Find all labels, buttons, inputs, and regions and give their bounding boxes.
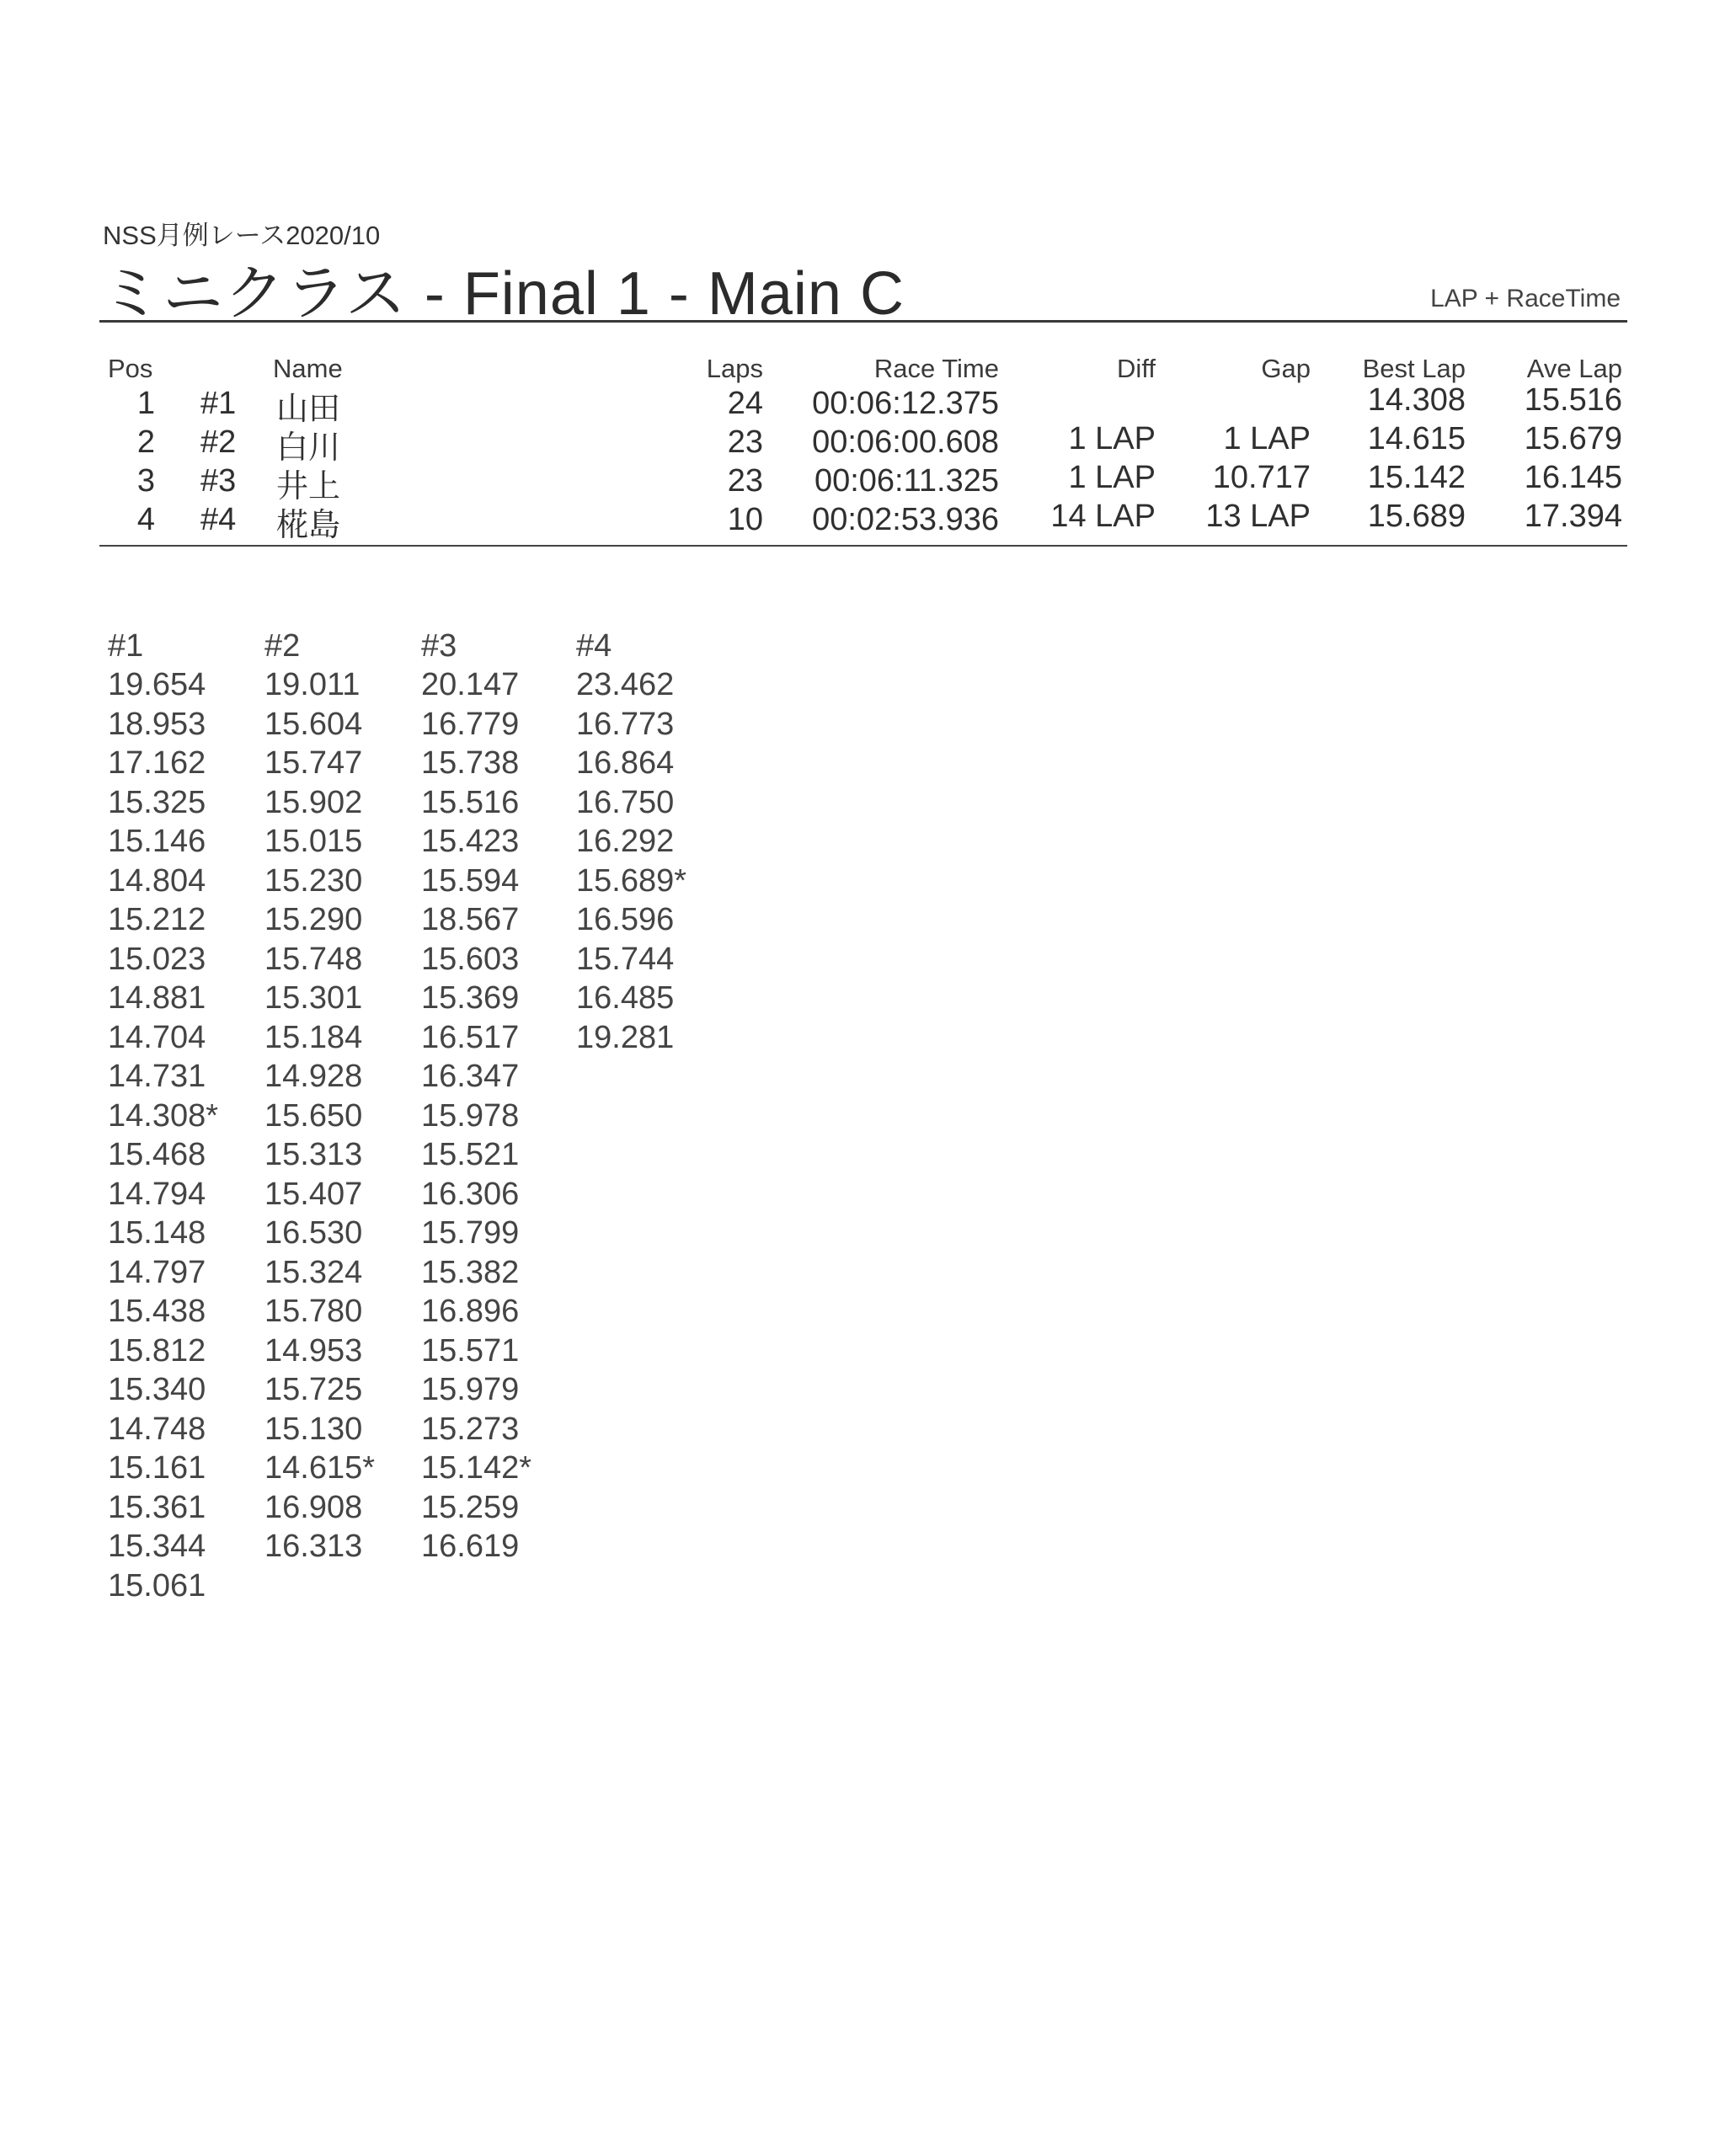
lap-time: 14.797 <box>108 1254 206 1290</box>
result-car-number: #1 <box>200 386 237 421</box>
lap-time: 14.731 <box>108 1059 206 1094</box>
lap-time: 15.748 <box>264 941 363 977</box>
lap-time: 15.142* <box>421 1450 532 1486</box>
lap-time: 16.313 <box>264 1529 363 1564</box>
lap-time: 14.308* <box>108 1097 219 1134</box>
lap-time: 16.908 <box>264 1489 363 1525</box>
lap-time: 16.517 <box>421 1019 520 1055</box>
result-best-lap: 15.142 <box>1367 460 1466 495</box>
result-ave-lap: 16.145 <box>1524 460 1622 495</box>
page-title: ミニクラス - Final 1 - Main C <box>101 260 905 328</box>
header-divider <box>99 320 1627 323</box>
lap-time: 20.147 <box>421 667 520 702</box>
lap-column-header: #3 <box>421 628 457 664</box>
result-diff: 1 LAP <box>1068 460 1156 495</box>
lap-time: 15.325 <box>108 784 206 820</box>
lap-time: 15.744 <box>576 941 675 977</box>
result-driver-name: 白川 <box>276 430 341 466</box>
result-best-lap: 14.615 <box>1367 421 1466 456</box>
lap-time: 15.407 <box>264 1176 363 1212</box>
lap-time: 16.864 <box>576 745 675 781</box>
result-race-time: 00:06:12.375 <box>812 386 999 421</box>
lap-time: 15.438 <box>108 1294 206 1329</box>
result-best-lap: 14.308 <box>1367 382 1466 418</box>
col-header-ave-lap: Ave Lap <box>1526 354 1622 383</box>
lap-time: 15.369 <box>421 980 520 1016</box>
lap-time: 15.812 <box>108 1332 206 1369</box>
lap-column <box>576 627 686 1057</box>
lap-time: 15.340 <box>108 1372 206 1407</box>
lap-time: 15.061 <box>108 1567 206 1604</box>
lap-time: 17.162 <box>108 745 206 781</box>
lap-time: 15.212 <box>108 902 206 937</box>
lap-time: 14.704 <box>108 1019 206 1055</box>
col-header-gap: Gap <box>1261 354 1311 383</box>
lap-time: 15.799 <box>421 1215 520 1251</box>
lap-time: 15.361 <box>108 1489 206 1525</box>
col-header-diff: Diff <box>1117 354 1156 383</box>
lap-time: 16.530 <box>264 1215 363 1251</box>
lap-time: 15.902 <box>264 784 363 820</box>
lap-time: 14.953 <box>264 1332 363 1369</box>
result-race-time: 00:06:00.608 <box>812 424 999 460</box>
lap-time: 18.567 <box>421 902 520 937</box>
lap-time: 16.596 <box>576 902 675 937</box>
col-header-race-time: Race Time <box>873 354 999 383</box>
lap-time: 16.896 <box>421 1294 520 1329</box>
lap-time: 15.978 <box>421 1097 520 1134</box>
result-driver-name: 椛島 <box>276 508 341 543</box>
result-ave-lap: 15.679 <box>1524 421 1622 456</box>
lap-time: 15.259 <box>421 1489 520 1525</box>
result-pos: 1 <box>136 386 155 421</box>
lap-time: 15.747 <box>264 745 363 781</box>
lap-time: 19.281 <box>576 1019 675 1055</box>
lap-time: 16.347 <box>421 1059 520 1094</box>
result-car-number: #4 <box>200 502 237 537</box>
lap-time: 16.306 <box>421 1176 520 1212</box>
lap-time: 15.689* <box>576 862 687 899</box>
lap-time: 15.015 <box>264 824 363 859</box>
lap-time: 15.725 <box>264 1372 363 1407</box>
lap-time: 15.301 <box>264 980 363 1016</box>
lap-time: 15.273 <box>421 1411 520 1447</box>
lap-time: 16.292 <box>576 824 675 859</box>
lap-time: 16.750 <box>576 784 675 820</box>
lap-time: 15.290 <box>264 902 363 937</box>
result-race-time: 00:06:11.325 <box>814 463 999 499</box>
result-car-number: #3 <box>200 463 237 499</box>
result-race-time: 00:02:53.936 <box>812 502 999 537</box>
lap-time: 19.654 <box>108 667 206 702</box>
lap-column-header: #2 <box>264 628 301 664</box>
lap-time: 15.571 <box>421 1332 520 1369</box>
lap-time: 16.773 <box>576 706 675 742</box>
lap-time: 15.738 <box>421 745 520 781</box>
lap-column <box>264 627 375 1566</box>
result-laps: 23 <box>727 424 763 460</box>
lap-column-header: #1 <box>108 628 144 664</box>
lap-time: 15.146 <box>108 824 206 859</box>
lap-time: 15.468 <box>108 1137 206 1172</box>
lap-column <box>421 627 531 1566</box>
lap-time: 15.516 <box>421 784 520 820</box>
result-gap: 1 LAP <box>1223 421 1311 456</box>
lap-time: 16.485 <box>576 980 675 1016</box>
result-pos: 3 <box>136 463 155 499</box>
lap-time: 14.804 <box>108 862 206 899</box>
lap-time: 15.344 <box>108 1529 206 1564</box>
result-driver-name: 井上 <box>276 469 341 504</box>
result-best-lap: 15.689 <box>1367 499 1466 534</box>
result-gap: 10.717 <box>1212 460 1311 495</box>
event-title: NSS月例レース2020/10 <box>103 221 381 250</box>
result-laps: 23 <box>727 463 763 499</box>
lap-time: 15.023 <box>108 941 206 977</box>
result-laps: 24 <box>727 386 763 421</box>
lap-time: 15.603 <box>421 941 520 977</box>
lap-time: 14.881 <box>108 980 206 1016</box>
lap-time: 23.462 <box>576 667 675 702</box>
lap-time: 16.619 <box>421 1529 520 1564</box>
lap-time: 15.594 <box>421 862 520 899</box>
result-diff: 1 LAP <box>1068 421 1156 456</box>
lap-time: 14.748 <box>108 1411 206 1447</box>
results-divider <box>99 545 1627 547</box>
lap-time: 14.928 <box>264 1059 363 1094</box>
result-ave-lap: 15.516 <box>1524 382 1622 418</box>
result-diff: 14 LAP <box>1050 499 1156 534</box>
result-pos: 2 <box>136 424 155 460</box>
lap-time: 15.521 <box>421 1137 520 1172</box>
col-header-best-lap: Best Lap <box>1362 354 1466 383</box>
display-mode-label: LAP + RaceTime <box>1430 285 1621 312</box>
lap-time: 15.313 <box>264 1137 363 1172</box>
result-ave-lap: 17.394 <box>1524 499 1622 534</box>
lap-time: 19.011 <box>264 667 360 702</box>
lap-time: 15.148 <box>108 1215 206 1251</box>
col-header-laps: Laps <box>706 354 763 383</box>
result-gap: 13 LAP <box>1205 499 1311 534</box>
lap-time: 15.979 <box>421 1372 520 1407</box>
lap-time: 15.230 <box>264 862 363 899</box>
col-header-name: Name <box>273 354 343 383</box>
lap-time: 15.780 <box>264 1294 363 1329</box>
lap-time: 14.615* <box>264 1450 376 1486</box>
lap-time: 15.324 <box>264 1254 363 1290</box>
lap-time: 15.184 <box>264 1019 363 1055</box>
lap-time: 15.604 <box>264 706 363 742</box>
lap-time: 15.130 <box>264 1411 363 1447</box>
lap-time: 16.779 <box>421 706 520 742</box>
col-header-pos: Pos <box>108 354 153 383</box>
lap-time: 18.953 <box>108 706 206 742</box>
result-car-number: #2 <box>200 424 237 460</box>
lap-time: 14.794 <box>108 1176 206 1212</box>
result-driver-name: 山田 <box>276 392 341 427</box>
lap-column <box>108 627 218 1605</box>
lap-time: 15.650 <box>264 1097 363 1134</box>
result-pos: 4 <box>136 502 155 537</box>
lap-time: 15.161 <box>108 1450 206 1486</box>
lap-time: 15.382 <box>421 1254 520 1290</box>
result-laps: 10 <box>727 502 763 537</box>
lap-column-header: #4 <box>576 628 612 664</box>
lap-time: 15.423 <box>421 824 520 859</box>
